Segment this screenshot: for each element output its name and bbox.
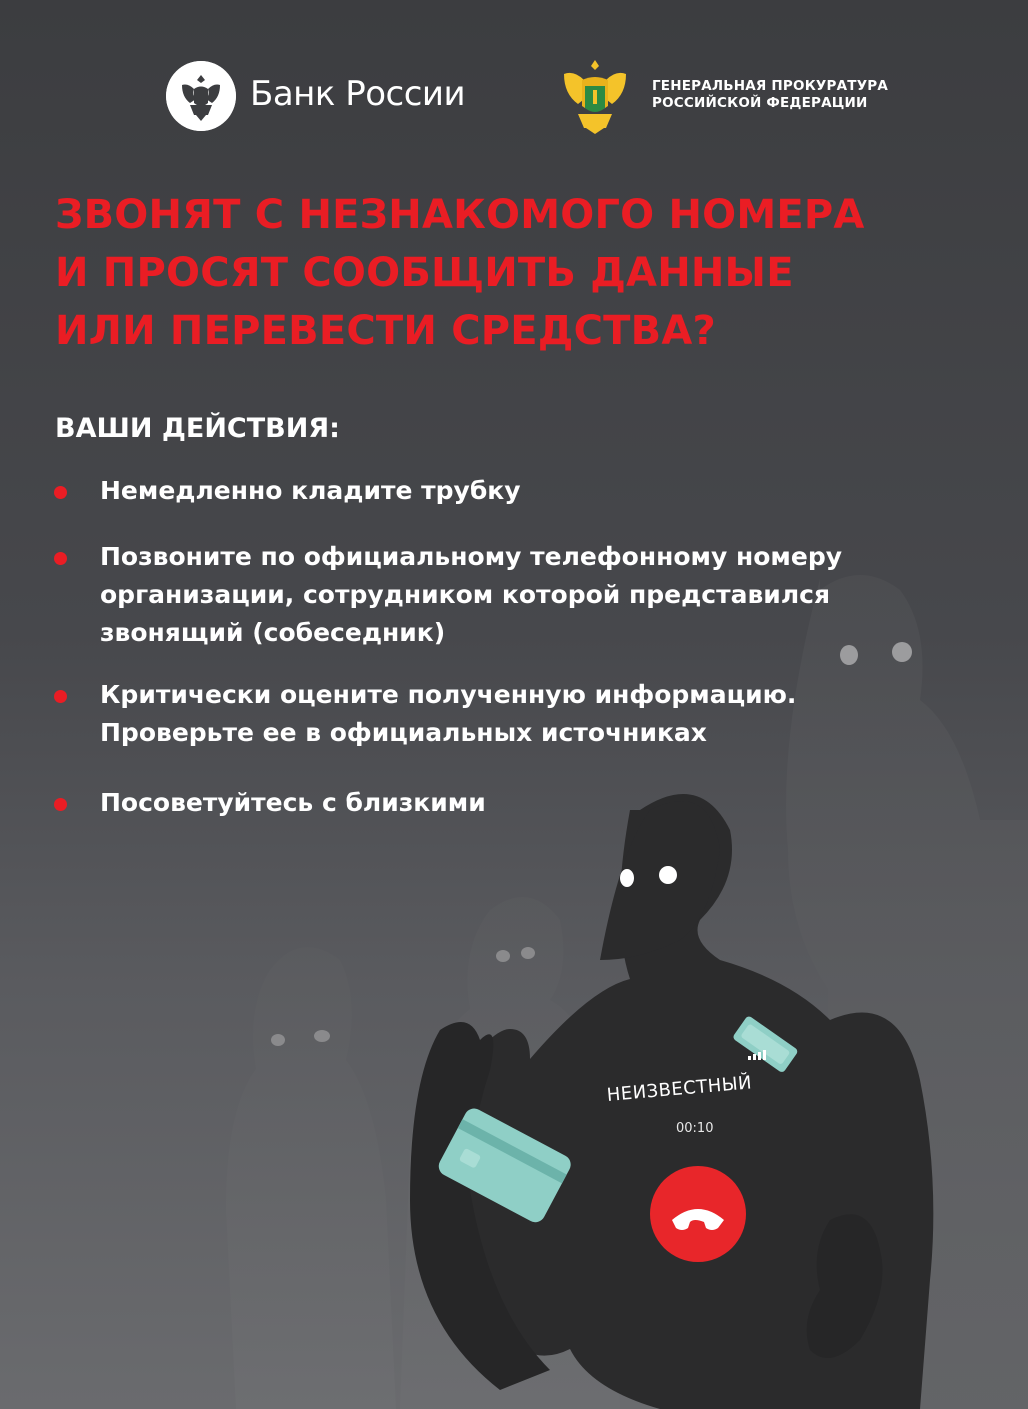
- bullet-icon: [54, 798, 67, 811]
- action-item: [52, 538, 842, 652]
- headline-line-2: И ПРОСЯТ СООБЩИТЬ ДАННЫЕ: [55, 250, 794, 296]
- double-headed-eagle-icon: [166, 61, 236, 131]
- action-item: [52, 676, 796, 752]
- action-item: [52, 784, 486, 822]
- background-figure-left: [226, 947, 396, 1409]
- action-text: Немедленно кладите трубку: [100, 476, 521, 505]
- call-duration: 00:10: [676, 1121, 714, 1136]
- action-text: Позвоните по официальному телефонному номеру: [100, 542, 843, 571]
- action-text: звонящий (собеседник): [100, 618, 446, 647]
- action-text: Критически оцените полученную информацию.: [100, 680, 797, 709]
- bank-name: Банк России: [250, 74, 466, 114]
- bullet-icon: [54, 552, 67, 565]
- state-emblem-icon: [556, 56, 634, 136]
- action-item: [52, 472, 521, 510]
- action-text: Посоветуйтесь с близкими: [100, 788, 486, 817]
- headline-line-3: ИЛИ ПЕРЕВЕСТИ СРЕДСТВА?: [55, 308, 716, 354]
- bullet-icon: [54, 690, 67, 703]
- prosecutor-name-line-2: РОССИЙСКОЙ ФЕДЕРАЦИИ: [652, 95, 868, 111]
- headline-line-1: ЗВОНЯТ С НЕЗНАКОМОГО НОМЕРА: [55, 192, 865, 238]
- decline-call-button[interactable]: [650, 1166, 746, 1262]
- caller-name: НЕИЗВЕСТНЫЙ: [606, 1072, 753, 1106]
- action-text: организации, сотрудником которой представился: [100, 580, 831, 609]
- bullet-icon: [54, 486, 67, 499]
- headline: [55, 186, 995, 360]
- prosecutor-office-name: [652, 78, 888, 112]
- header: [0, 0, 1028, 150]
- actions-title: ВАШИ ДЕЙСТВИЯ:: [55, 413, 340, 444]
- prosecutor-name-line-1: ГЕНЕРАЛЬНАЯ ПРОКУРАТУРА: [652, 78, 889, 94]
- action-text: Проверьте ее в официальных источниках: [100, 718, 707, 747]
